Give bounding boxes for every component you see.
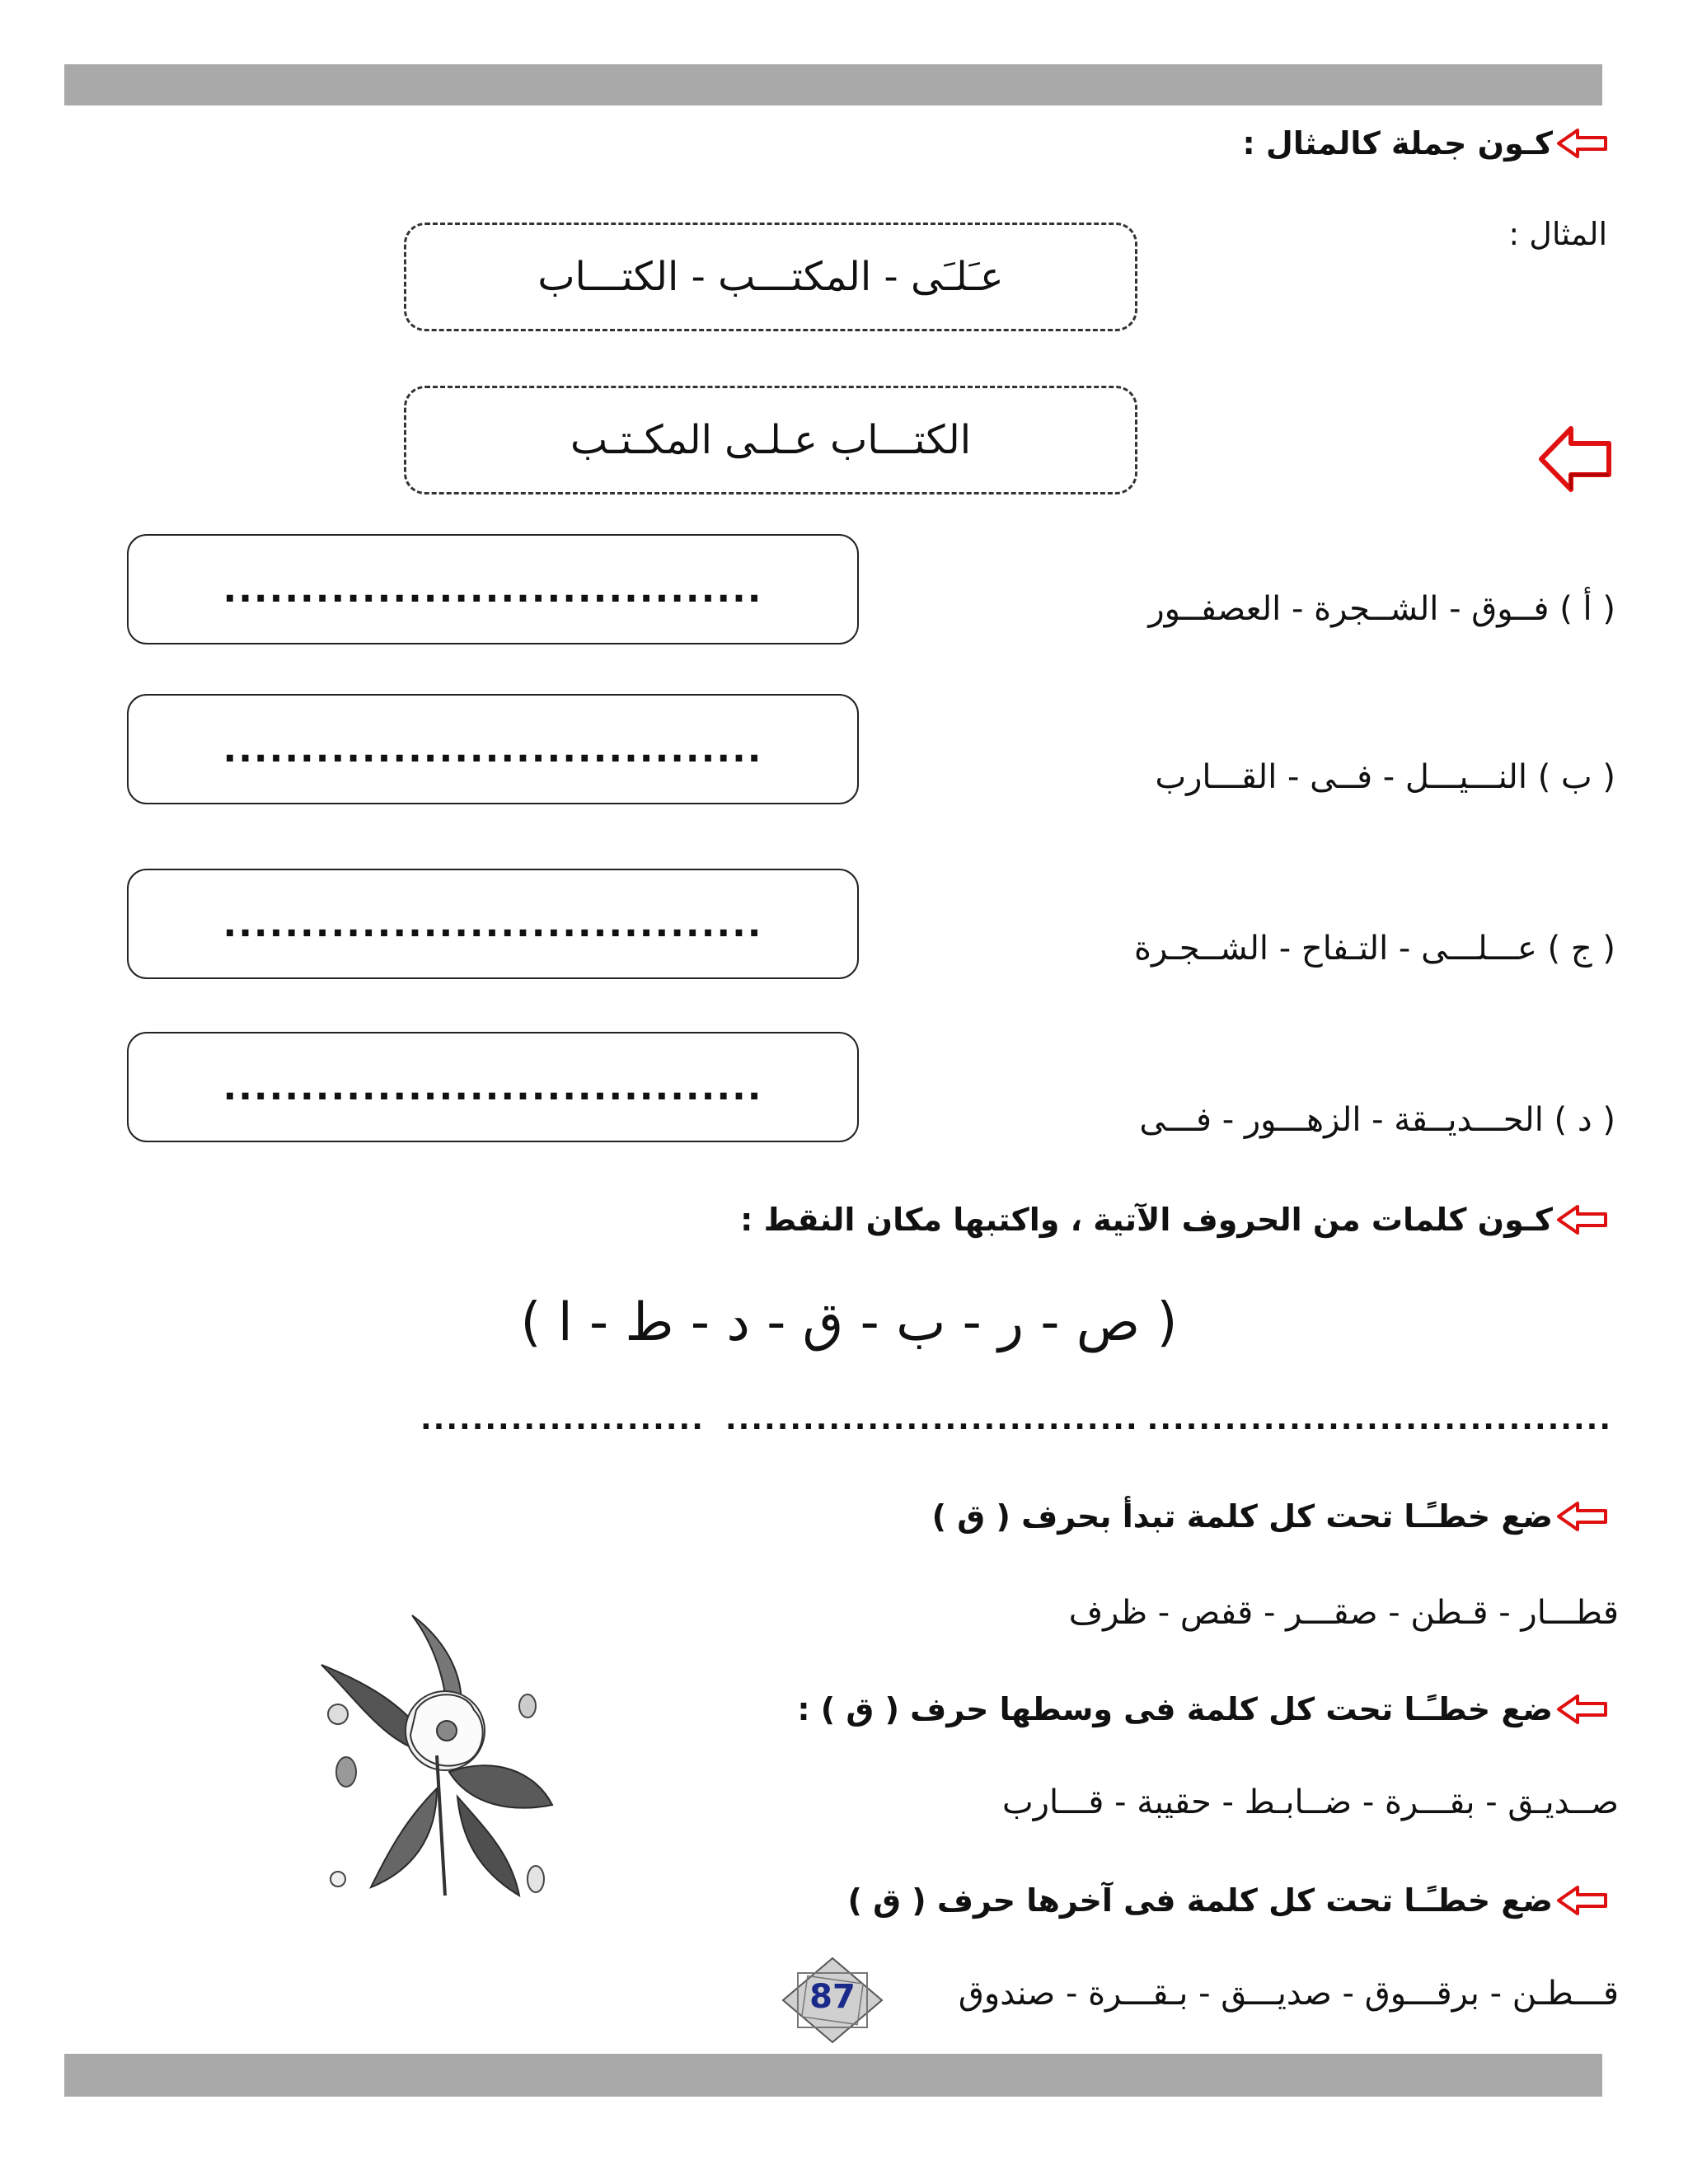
answer-box-b[interactable] [127, 694, 859, 804]
section2-heading [740, 1202, 1607, 1238]
blank-2[interactable]: ................................ [725, 1403, 1139, 1436]
arrow-icon [1556, 1886, 1607, 1915]
example-words: عـَلـَى - المكتـــب - الكتـــاب [537, 254, 1004, 300]
flower-illustration [313, 1607, 560, 1904]
example-label: المثال : [1508, 216, 1607, 252]
section4-heading [797, 1691, 1607, 1727]
big-arrow-icon [1538, 422, 1612, 496]
letters-row: ( ص - ر - ب - ق - د - ط - ا ) [520, 1292, 1178, 1353]
section3-heading [932, 1498, 1607, 1535]
answer-box-c[interactable] [127, 869, 859, 979]
top-band [64, 64, 1602, 105]
section4-words: صــديـق - بقـــرة - ضــابـط - حقيبة - قـــارب [1001, 1783, 1619, 1821]
section3-heading-text: ضع خطـًـا تحت كل كلمة تبدأ بحرف ( ق ) [931, 1498, 1553, 1535]
page-number-badge [775, 1955, 890, 2046]
example-sentence: الكتـــاب عـلـى المكـتـب [570, 417, 972, 463]
item-b: ( ب ) النـــيـــل - فــى - القـــارب [1155, 758, 1615, 796]
answer-dots: ................................... [223, 902, 763, 945]
arrow-icon [1556, 1694, 1607, 1724]
section4-heading-text: ضع خطـًـا تحت كل كلمة فى وسطها حرف ( ق ) : [797, 1691, 1553, 1727]
section5-words: قـــطـن - برقـــوق - صديـــق - بـقـــرة - صندوق [958, 1975, 1619, 2013]
arrow-icon [1556, 1502, 1607, 1531]
example-words-box [404, 223, 1137, 331]
answer-dots: ................................... [223, 1066, 763, 1108]
blank-3[interactable]: ...................... [420, 1403, 705, 1436]
section2-heading-text: كـون كلمات من الحروف الآتية ، واكتبها مكان النقط : [740, 1202, 1553, 1238]
section3-words: قطـــار - قـطن - صقـــر - قفص - ظرف [1068, 1594, 1619, 1632]
answer-dots: ................................... [223, 568, 763, 611]
answer-box-a[interactable] [127, 534, 859, 644]
arrow-icon [1556, 129, 1607, 158]
section1-heading [1242, 125, 1607, 162]
example-sentence-box [404, 386, 1137, 494]
section1-heading-text: كـون جملة كالمثال : [1242, 125, 1553, 162]
bottom-band [64, 2054, 1602, 2097]
answer-dots: ................................... [223, 728, 763, 771]
blank-1[interactable]: .................................... [1146, 1403, 1612, 1436]
section5-heading [847, 1882, 1607, 1919]
item-c: ( ج ) عـــلـــى - التـفاح - الشــجـرة [1134, 930, 1615, 968]
section5-heading-text: ضع خطـًـا تحت كل كلمة فى آخرها حرف ( ق ) [847, 1882, 1553, 1919]
item-a: ( أ ) فــوق - الشــجرة - العصفــور [1148, 590, 1615, 628]
item-d: ( د ) الحـــديــقة - الزهـــور - فـــى [1139, 1101, 1615, 1139]
arrow-icon [1556, 1205, 1607, 1235]
page-number: 87 [809, 1978, 856, 2016]
answer-box-d[interactable] [127, 1032, 859, 1142]
